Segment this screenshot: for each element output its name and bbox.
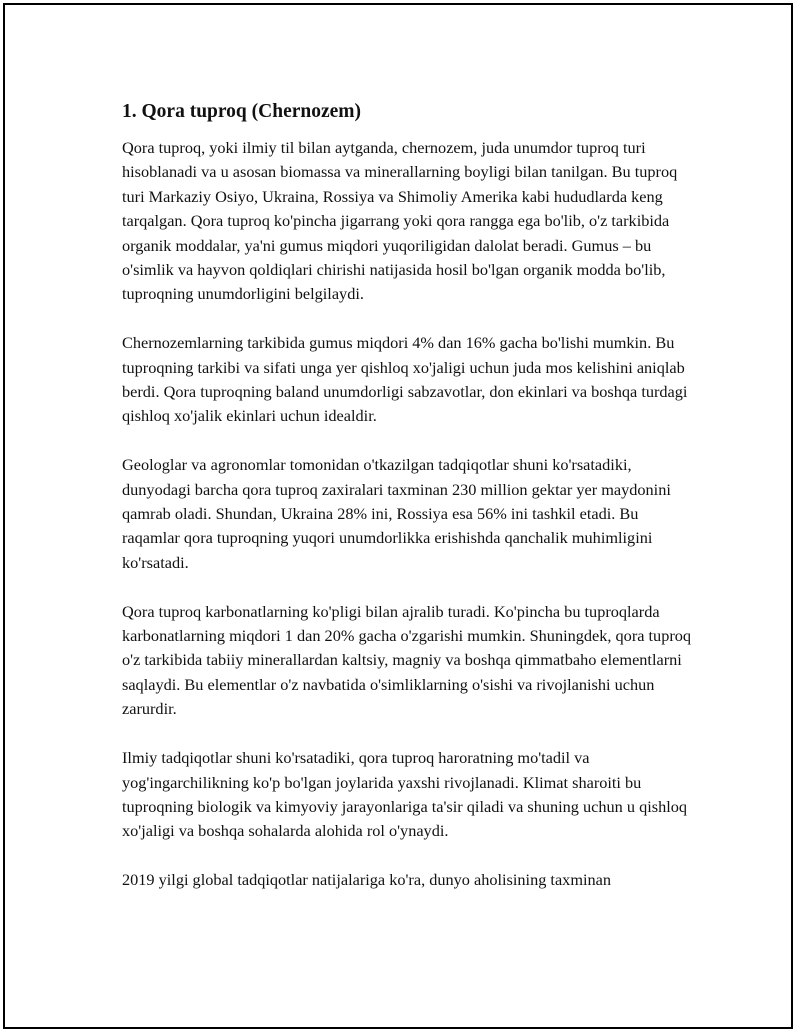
paragraph-4: Qora tuproq karbonatlarning ko'pligi bilan ajralib turadi. Ko'pincha bu tuproqlarda karbonatlarning miqdori 1 dan 20% gacha o'zgarishi mumkin. Shuningdek, qora tuproq o'z tarkibida tabiiy minerallardan kaltsiy, magniy va boshqa qimmatbaho elementlarni saqlaydi. Bu elementlar o'z navbatida o'simliklarning o'sishi va rivojlanishi uchun zarurdir.	[122, 601, 692, 719]
section-heading: 1. Qora tuproq (Chernozem)	[122, 101, 362, 122]
document-body	[122, 100, 692, 893]
paragraph-3: Geologlar va agronomlar tomonidan o'tkazilgan tadqiqotlar shuni ko'rsatadiki, dunyodagi barcha qora tuproq zaxiralari taxminan 230 million gektar yer maydonini qamrab oladi. Shundan, Ukraina 28% ini, Rossiya esa 56% ini tashkil etadi. Bu raqamlar qora tuproqning yuqori unumdorlikka erishishda qanchalik muhimligini ko'rsatadi.	[122, 455, 671, 572]
paragraph-5: Ilmiy tadqiqotlar shuni ko'rsatadiki, qora tuproq haroratning mo'tadil va yog'ingarchilikning ko'p bo'lgan joylarida yaxshi rivojlanadi. Klimat sharoiti bu tuproqning biologik va kimyoviy jarayonlariga ta'sir qiladi va shuning uchun u qishloq xo'jaligi va boshqa sohalarda alohida rol o'ynaydi.	[122, 748, 688, 841]
page-frame	[3, 3, 793, 1029]
paragraph-6: 2019 yilgi global tadqiqotlar natijalariga ko'ra, dunyo aholisining taxminan	[122, 870, 612, 890]
paragraph-1: Qora tuproq, yoki ilmiy til bilan aytganda, chernozem, juda unumdor tuproq turi hisoblanadi va u asosan biomassa va minerallarning boyligi bilan tanilgan. Bu tuproq turi Markaziy Osiyo, Ukraina, Rossiya va Shimoliy Amerika kabi hududlarda keng tarqalgan. Qora tuproq ko'pincha jigarrang yoki qora rangga ega bo'lib, o'z tarkibida organik moddalar, ya'ni gumus miqdori yuqoriligidan dalolat beradi. Gumus – bu o'simlik va hayvon qoldiqlari chirishi natijasida hosil bo'lgan organik modda bo'lib, tuproqning unumdorligini belgilaydi.	[122, 138, 678, 304]
paragraph-2: Chernozemlarning tarkibida gumus miqdori 4% dan 16% gacha bo'lishi mumkin. Bu tuproqning tarkibi va sifati unga yer qishloq xo'jaligi uchun juda mos kelishini aniqlab berdi. Qora tuproqning baland unumdorligi sabzavotlar, don ekinlari va boshqa turdagi qishloq xo'jalik ekinlari uchun idealdir.	[122, 333, 688, 426]
